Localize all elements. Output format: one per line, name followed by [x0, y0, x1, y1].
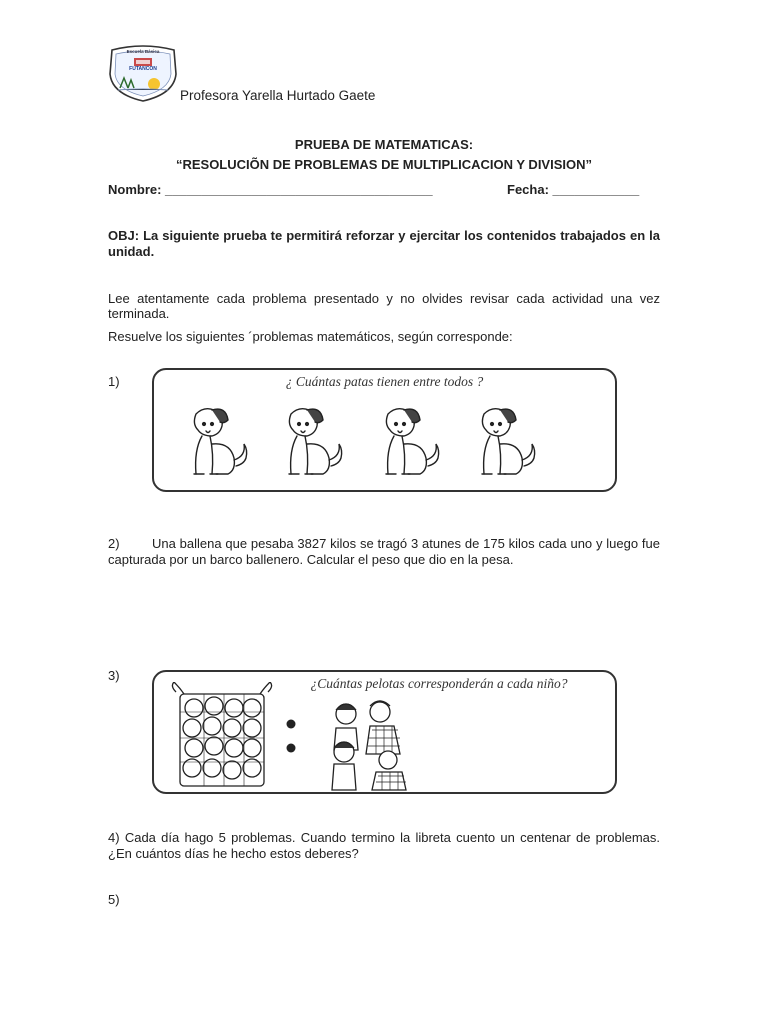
logo-name: FUTANCON: [129, 66, 157, 72]
dog-figure: [269, 404, 349, 480]
problem-5-number: 5): [108, 892, 120, 907]
children-figure: [318, 694, 418, 792]
problem-3-illustration: [152, 670, 617, 794]
test-title: PRUEBA DE MATEMATICAS:: [294, 137, 474, 152]
ball-net-figure: [170, 682, 274, 790]
problem-3-number: 3): [108, 668, 120, 683]
dog-figure: [366, 404, 446, 480]
problem-2-text: Una ballena que pesaba 3827 kilos se tragó 3 atunes de 175 kilos cada uno y luego fue capturada por un barco ballenero. Calcular el peso que dio en la pesa.: [108, 536, 660, 567]
problem-4-statement: Cada día hago 5 problemas. Cuando termino la libreta cuento un centenar de problemas. ¿En cuántos días he hecho estos deberes?: [108, 830, 660, 861]
name-field: Nombre: _____________________________________: [108, 182, 433, 197]
dog-figure: [174, 404, 254, 480]
logo-top-text: Escuela Básica: [126, 49, 160, 54]
problem-2-number: 2): [108, 536, 120, 551]
objective: OBJ: La siguiente prueba te permitirá reforzar y ejercitar los contenidos trabajados en la unidad.: [108, 228, 660, 259]
problem-4-number: 4): [108, 830, 120, 845]
problem-1-illustration: [152, 368, 617, 492]
teacher-name: Profesora Yarella Hurtado Gaete: [180, 88, 376, 103]
test-subtitle: “RESOLUCIÕN DE PROBLEMAS DE MULTIPLICACION Y DIVISION”: [175, 157, 593, 172]
problem-3-caption: ¿Cuántas pelotas corresponderán a cada niño?: [310, 676, 568, 691]
problem-1-number: 1): [108, 374, 120, 389]
problem-4-text: [108, 830, 660, 862]
problem-1-caption: ¿ Cuántas patas tienen entre todos ?: [285, 374, 484, 389]
instruction-read: Lee atentamente cada problema presentado y no olvides revisar cada actividad una vez terminada.: [108, 291, 660, 321]
division-sign: [284, 716, 298, 756]
instruction-solve: Resuelve los siguientes ´problemas matemáticos, según corresponde:: [108, 329, 513, 344]
date-field: Fecha: ____________: [507, 182, 640, 197]
dog-figure: [462, 404, 542, 480]
